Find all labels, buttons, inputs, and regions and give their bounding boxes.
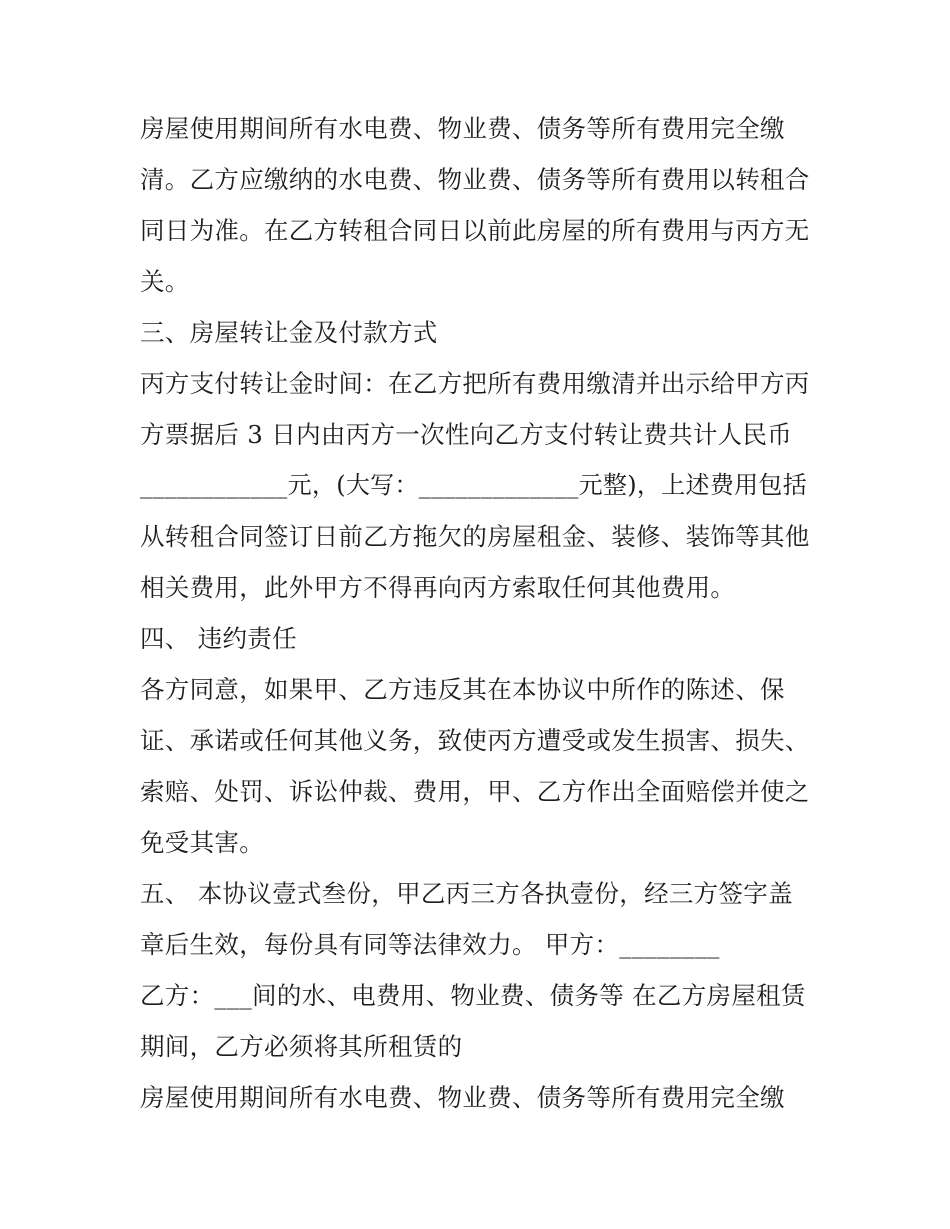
text-line: 相关费用，此外甲方不得再向丙方索取任何其他费用。 xyxy=(140,573,736,602)
text-line: 清。乙方应缴纳的水电费、物业费、债务等所有费用以转租合 xyxy=(140,165,810,194)
text-line: 丙方支付转让金时间：在乙方把所有费用缴清并出示给甲方丙 xyxy=(140,369,810,398)
section-heading: 三、房屋转让金及付款方式 xyxy=(140,318,438,347)
text-line: 乙方：___间的水、电费用、物业费、债务等 在乙方房屋租赁 xyxy=(140,981,806,1010)
section-heading: 四、 违约责任 xyxy=(140,624,297,653)
text-line: 期间，乙方必须将其所租赁的 xyxy=(140,1032,463,1061)
text-line: 章后生效，每份具有同等法律效力。 甲方：________ xyxy=(140,930,720,959)
text-line: 房屋使用期间所有水电费、物业费、债务等所有费用完全缴 xyxy=(140,114,785,143)
text-line: 方票据后 3 日内由丙方一次性向乙方支付转让费共计人民币 xyxy=(140,420,793,449)
text-line: ____________元，(大写：_____________元整)，上述费用包括 xyxy=(140,471,808,499)
text-line: 关。 xyxy=(140,267,190,296)
text-line: 同日为准。在乙方转租合同日以前此房屋的所有费用与丙方无 xyxy=(140,216,810,245)
text-line: 免受其害。 xyxy=(140,828,264,857)
text-line: 索赔、处罚、诉讼仲裁、费用，甲、乙方作出全面赔偿并使之 xyxy=(140,777,810,806)
text-line: 从转租合同签订日前乙方拖欠的房屋租金、装修、装饰等其他 xyxy=(140,522,810,551)
text-line: 证、承诺或任何其他义务，致使丙方遭受或发生损害、损失、 xyxy=(140,726,810,755)
text-line: 房屋使用期间所有水电费、物业费、债务等所有费用完全缴 xyxy=(140,1083,785,1112)
text-line: 各方同意，如果甲、乙方违反其在本协议中所作的陈述、保 xyxy=(140,675,785,704)
section-heading: 五、 本协议壹式叁份，甲乙丙三方各执壹份，经三方签字盖 xyxy=(140,879,793,908)
